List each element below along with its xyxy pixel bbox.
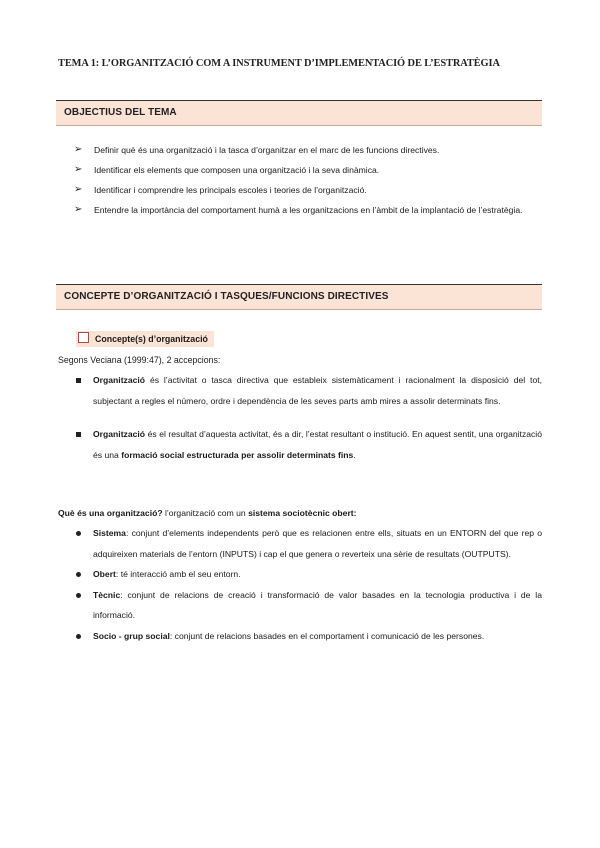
subheading-text: Concepte(s) d’organització (95, 334, 208, 344)
round-bullet-icon (76, 531, 81, 536)
list-item: ➢ Identificar i comprendre les principals escoles i teories de l’organització. (74, 180, 544, 200)
list-item: ➢ Identificar els elements que composen una organització i la seva dinàmica. (74, 160, 544, 180)
list-item: Organització és l’activitat o tasca directiva que estableix sistemàticament i racionalment la disposició del tot, subjectant a regles el número, ordre i dependència de les seves parts amb mires a assolir determinats fins. (76, 370, 542, 412)
arrowhead-bullet-icon: ➢ (74, 144, 83, 155)
objectives-list (74, 140, 544, 220)
square-bullet-icon (76, 432, 81, 437)
list-item: Sistema: conjunt d’elements independents però que es relacionen entre ells, situats en un ENTORN del que rep o adquireixen materials de l’entorn (INPUTS) i cap el que genera o reverteix una sèrie de resultats (OUTPUTS). (76, 523, 542, 564)
arrowhead-bullet-icon: ➢ (74, 164, 83, 175)
checkbox-icon (78, 332, 89, 343)
question-line: Què és una organització? l’organització com un sistema sociotècnic obert: (58, 508, 357, 518)
list-item: ➢ Definir què és una organització i la tasca d’organitzar en el marc de les funcions directives. (74, 140, 544, 160)
subheading-concepte (76, 331, 214, 347)
accepcions-list (76, 370, 542, 466)
list-item: Socio - grup social: conjunt de relacions basades en el comportament i comunicació de les persones. (76, 626, 542, 647)
list-item: ➢ Entendre la importància del comportament humà a les organitzacions en l’àmbit de la implantació de l’estratègia. (74, 200, 544, 220)
section-heading-objectius (56, 100, 542, 126)
round-bullet-icon (76, 634, 81, 639)
arrowhead-bullet-icon: ➢ (74, 184, 83, 195)
document-title: TEMA 1: L’ORGANITZACIÓ COM A INSTRUMENT D’IMPLEMENTACIÓ DE L’ESTRATÈGIA (58, 58, 500, 69)
section-heading-text: OBJECTIUS DEL TEMA (64, 107, 177, 118)
list-item: Organització és el resultat d’aquesta activitat, és a dir, l’estat resultant o institució. En aquest sentit, una organització és una formació social estructurada per assolir determinats fins. (76, 424, 542, 466)
round-bullet-icon (76, 572, 81, 577)
list-item: Tècnic: conjunt de relacions de creació i transformació de valor basades en la tecnologia productiva i de la informació. (76, 585, 542, 626)
arrowhead-bullet-icon: ➢ (74, 204, 83, 215)
square-bullet-icon (76, 378, 81, 383)
list-item: Obert: té interacció amb el seu entorn. (76, 564, 542, 585)
section-heading-text: CONCEPTE D’ORGANITZACIÓ I TASQUES/FUNCIONS DIRECTIVES (64, 291, 389, 302)
round-bullet-icon (76, 593, 81, 598)
system-points-list (76, 523, 542, 646)
intro-text: Segons Veciana (1999:47), 2 accepcions: (58, 355, 221, 365)
section-heading-concepte (56, 284, 542, 310)
